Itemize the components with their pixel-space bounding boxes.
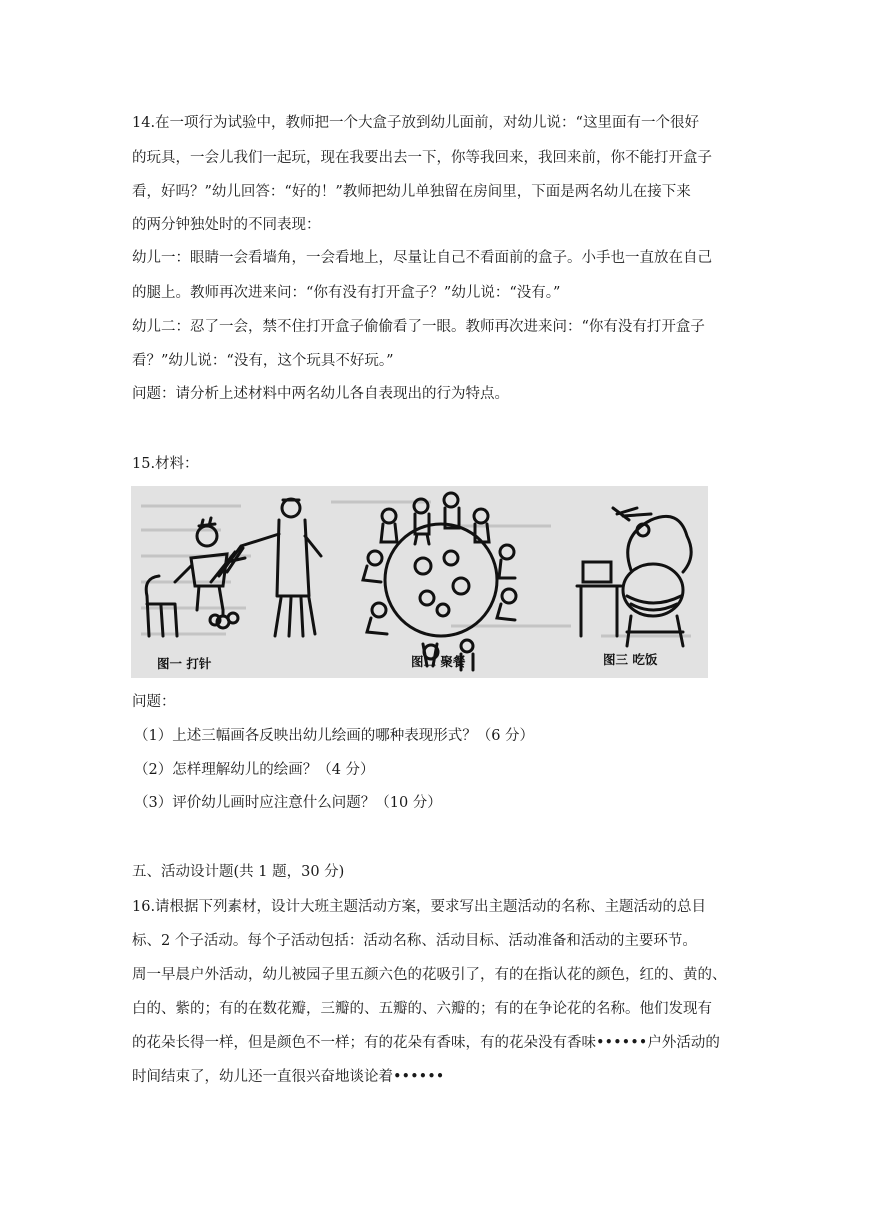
q16-line-6: 时间结束了，幼儿还一直很兴奋地谈论着•••••• <box>132 1069 445 1085</box>
q16-line-1: 16.请根据下列素材，设计大班主题活动方案，要求写出主题活动的名称、主题活动的总目 <box>132 899 707 915</box>
q16-line-2: 标、2 个子活动。每个子活动包括：活动名称、活动目标、活动准备和活动的主要环节。 <box>132 933 697 949</box>
q14-line-5: 幼儿一：眼睛一会看墙角，一会看地上，尽量让自己不看面前的盒子。小手也一直放在自己 <box>132 250 712 266</box>
q14-line-3: 看，好吗？”幼儿回答：“好的！”教师把幼儿单独留在房间里，下面是两名幼儿在接下来 <box>132 184 691 200</box>
figure-caption-3: 图三 吃饭 <box>603 652 658 667</box>
q16-line-5: 的花朵长得一样，但是颜色不一样；有的花朵有香味，有的花朵没有香味••••••户外活动的 <box>132 1035 720 1051</box>
q15-item-1: （1）上述三幅画各反映出幼儿绘画的哪种表现形式？（6 分） <box>134 728 535 744</box>
children-drawings-figure <box>131 486 708 678</box>
q14-line-8: 看？”幼儿说：“没有，这个玩具不好玩。” <box>132 353 394 369</box>
q16-line-4: 白的、紫的；有的在数花瓣，三瓣的、五瓣的、六瓣的；有的在争论花的名称。他们发现有 <box>132 1001 712 1017</box>
figure-caption-1: 图一 打针 <box>157 656 212 671</box>
q14-line-7: 幼儿二：忍了一会，禁不住打开盒子偷偷看了一眼。教师再次进来问：“你有没有打开盒子 <box>132 319 705 335</box>
q14-line-2: 的玩具，一会儿我们一起玩，现在我要出去一下，你等我回来，我回来前，你不能打开盒子 <box>132 150 712 166</box>
figure-caption-2: 图二 聚餐 <box>411 654 466 669</box>
q14-line-4: 的两分钟独处时的不同表现： <box>132 217 321 233</box>
q14-question: 问题：请分析上述材料中两名幼儿各自表现出的行为特点。 <box>132 386 509 402</box>
q15-heading: 15.材料： <box>132 456 199 472</box>
q15-item-2: （2）怎样理解幼儿的绘画？（4 分） <box>134 762 375 778</box>
q16-line-3: 周一早晨户外活动，幼儿被园子里五颜六色的花吸引了，有的在指认花的颜色，红的、黄的、 <box>132 967 727 983</box>
q15-item-3: （3）评价幼儿画时应注意什么问题？（10 分） <box>134 795 442 811</box>
section-5-heading: 五、活动设计题(共 1 题，30 分) <box>132 864 345 880</box>
q14-line-1: 14.在一项行为试验中，教师把一个大盒子放到幼儿面前，对幼儿说：“这里面有一个很好 <box>132 115 699 131</box>
q15-question-label: 问题： <box>132 694 176 710</box>
q14-line-6: 的腿上。教师再次进来问：“你有没有打开盒子？”幼儿说：“没有。” <box>132 285 561 301</box>
